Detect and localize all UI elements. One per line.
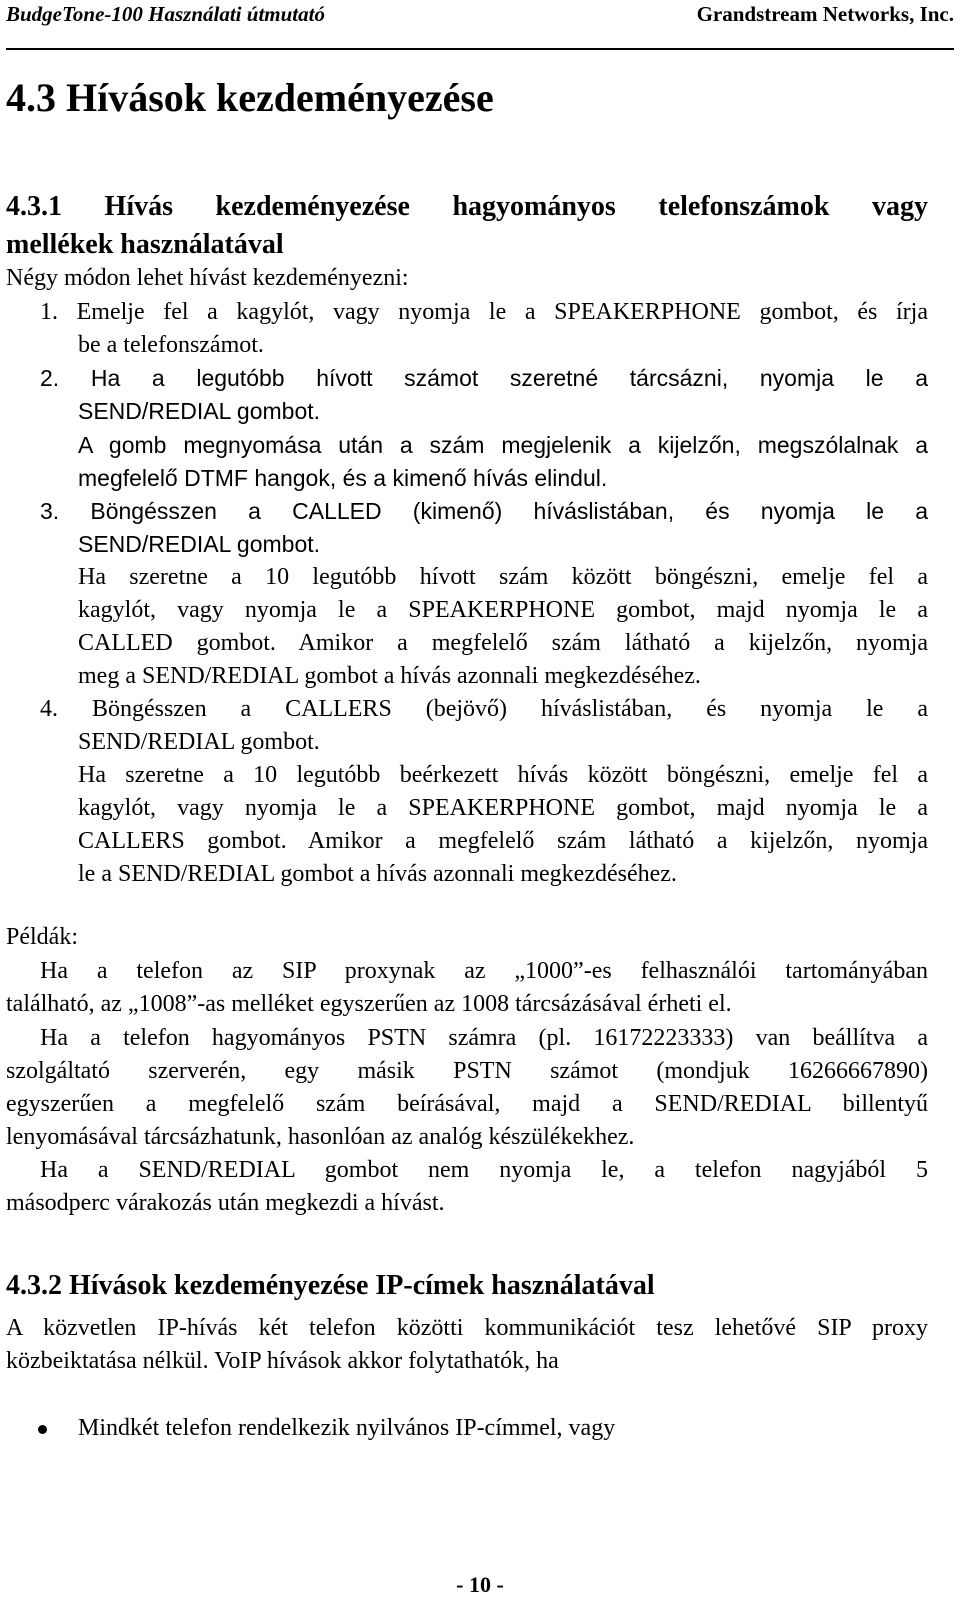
list-item-4-line-2: SEND/REDIAL gombot. <box>78 729 320 755</box>
list-item-2-line-4: megfelelő DTMF hangok, és a kimenő hívás elindul. <box>78 465 608 491</box>
list-item-4-line-6: le a SEND/REDIAL gombot a hívás azonnali megkezdéséhez. <box>78 861 677 887</box>
list-item-3-line-4: kagylót, vagy nyomja le a SPEAKERPHONE gombot, majd nyomja le a <box>78 597 928 623</box>
list-item-3-line-6: meg a SEND/REDIAL gombot a hívás azonnali megkezdéséhez. <box>78 663 701 689</box>
list-item-4-line-1: 4. Böngésszen a CALLERS (bejövő) híváslistában, és nyomja le a <box>40 696 928 722</box>
section-title: 4.3 Hívások kezdeményezése <box>6 75 494 120</box>
bullet-icon <box>38 1425 47 1434</box>
list-item-4-line-5: CALLERS gombot. Amikor a megfelelő szám látható a kijelzőn, nyomja <box>78 828 928 854</box>
subsection-title-2: 4.3.2 Hívások kezdeményezése IP-címek használatával <box>6 1270 655 1301</box>
list-item-3-line-5: CALLED gombot. Amikor a megfelelő szám látható a kijelzőn, nyomja <box>78 630 928 656</box>
subsection-title-1-cont: mellékek használatával <box>6 229 284 260</box>
list-item-3-line-2: SEND/REDIAL gombot. <box>78 531 321 557</box>
subsection-title-1: 4.3.1 Hívás kezdeményezése hagyományos telefonszámok vagy <box>6 191 928 222</box>
list-item-3-line-1: 3. Böngésszen a CALLED (kimenő) híváslistában, és nyomja le a <box>40 498 928 524</box>
example-2-line-2: szolgáltató szerverén, egy másik PSTN számot (mondjuk 16266667890) <box>6 1058 928 1084</box>
subsection-2-line-2: közbeiktatása nélkül. VoIP hívások akkor folytathatók, ha <box>6 1348 559 1374</box>
example-2-line-1: Ha a telefon hagyományos PSTN számra (pl. 16172223333) van beállítva a <box>40 1025 928 1051</box>
list-item-1-line-1: 1. Emelje fel a kagylót, vagy nyomja le a SPEAKERPHONE gombot, és írja <box>40 299 928 325</box>
example-2-line-3: egyszerűen a megfelelő szám beírásával, majd a SEND/REDIAL billentyű <box>6 1091 928 1117</box>
bullet-item-1: Mindkét telefon rendelkezik nyilvános IP-címmel, vagy <box>78 1415 616 1441</box>
subsection-2-line-1: A közvetlen IP-hívás két telefon közötti kommunikációt tesz lehetővé SIP proxy <box>6 1315 928 1341</box>
example-3-line-2: másodperc várakozás után megkezdi a hívást. <box>6 1190 445 1216</box>
example-1-line-1: Ha a telefon az SIP proxynak az „1000”-es felhasználói tartományában <box>40 958 928 984</box>
example-1-line-2: található, az „1008”-as melléket egyszerűen az 1008 tárcsázásával érheti el. <box>6 991 732 1017</box>
page-header <box>6 0 954 50</box>
examples-label: Példák: <box>6 924 78 950</box>
header-document-title: BudgeTone-100 Használati útmutató <box>6 2 325 26</box>
list-item-2-line-1: 2. Ha a legutóbb hívott számot szeretné tárcsázni, nyomja le a <box>40 365 928 391</box>
list-item-2-line-2: SEND/REDIAL gombot. <box>78 398 321 424</box>
list-item-3-line-3: Ha szeretne a 10 legutóbb hívott szám között böngészni, emelje fel a <box>78 564 928 590</box>
list-item-4-line-4: kagylót, vagy nyomja le a SPEAKERPHONE gombot, majd nyomja le a <box>78 795 928 821</box>
header-company: Grandstream Networks, Inc. <box>696 2 954 26</box>
list-item-2-line-3: A gomb megnyomása után a szám megjelenik a kijelzőn, megszólalnak a <box>78 432 928 458</box>
list-item-4-line-3: Ha szeretne a 10 legutóbb beérkezett hívás között böngészni, emelje fel a <box>78 762 928 788</box>
page-number: - 10 - <box>456 1572 504 1597</box>
list-item-1-line-2: be a telefonszámot. <box>78 332 264 358</box>
intro-text: Négy módon lehet hívást kezdeményezni: <box>6 265 409 291</box>
example-2-line-4: lenyomásával tárcsázhatunk, hasonlóan az analóg készülékekhez. <box>6 1124 635 1150</box>
example-3-line-1: Ha a SEND/REDIAL gombot nem nyomja le, a telefon nagyjából 5 <box>40 1157 928 1183</box>
